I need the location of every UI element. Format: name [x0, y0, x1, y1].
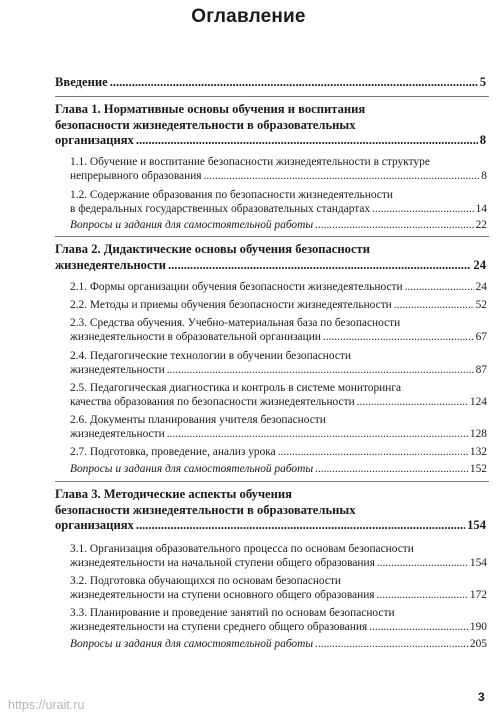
- section-title-last-line: [70, 556, 487, 570]
- dot-leader: [357, 395, 468, 409]
- toc-page-number: 190: [469, 621, 487, 634]
- toc-section-2-6[interactable]: [70, 413, 487, 442]
- toc-page-number: 132: [469, 446, 487, 458]
- dot-leader: [394, 298, 474, 312]
- section-title-line: в федеральных государственных образовательных стандартах: [70, 203, 371, 216]
- toc-entry-title: Введение: [55, 75, 108, 89]
- dot-leader: [136, 518, 465, 534]
- toc-page-number: 172: [469, 589, 487, 602]
- dot-leader: [315, 637, 468, 651]
- section-title-line: 2.7. Подготовка, проведение, анализ урока: [70, 446, 276, 458]
- section-title-line: жизнедеятельности на начальной ступени общего образования: [70, 557, 375, 570]
- dot-leader: [405, 280, 474, 294]
- toc-page-number: 8: [479, 133, 486, 147]
- section-title-line: жизнедеятельности: [70, 428, 165, 441]
- section-title-last-line: [70, 427, 487, 441]
- toc-page-number: 152: [469, 463, 487, 475]
- section-title-last-line: [70, 620, 487, 634]
- section-title-line: 3.2. Подготовка обучающихся по основам безопасности: [70, 575, 342, 587]
- toc-section-1-1[interactable]: [70, 155, 487, 184]
- toc-section-2-5[interactable]: [70, 381, 487, 410]
- toc-section-2-2[interactable]: [70, 298, 487, 312]
- toc-page-number: 154: [467, 518, 486, 532]
- chapter-title-line: безопасности жизнедеятельности в образовательных: [55, 502, 356, 517]
- section-title-line: непрерывного образования: [70, 170, 202, 183]
- section-divider: [55, 236, 489, 237]
- chapter-title-line: организациях: [55, 133, 134, 147]
- section-title-last-line: [70, 395, 487, 409]
- section-title-line: Вопросы и задания для самостоятельной работы: [70, 638, 314, 650]
- section-title-line: жизнедеятельности: [70, 364, 165, 377]
- dot-leader: [377, 588, 468, 602]
- section-title-line: 2.4. Педагогические технологии в обучении безопасности: [70, 350, 352, 362]
- toc-chapter-1[interactable]: [55, 102, 486, 149]
- toc-page-number: 5: [479, 75, 486, 89]
- toc-questions-3[interactable]: [70, 637, 487, 651]
- section-title-line: 3.3. Планирование и проведение занятий по основам безопасности: [70, 607, 395, 619]
- toc-section-2-4[interactable]: [70, 349, 487, 378]
- section-title-last-line: [70, 169, 487, 183]
- toc-page-number: 87: [475, 364, 487, 377]
- toc-section-2-1[interactable]: [70, 280, 487, 294]
- toc-questions-1[interactable]: [70, 218, 487, 232]
- section-title-last-line: [70, 202, 487, 216]
- dot-leader: [369, 620, 468, 634]
- toc-questions-2[interactable]: [70, 462, 487, 476]
- toc-section-3-2[interactable]: [70, 574, 487, 603]
- dot-leader: [167, 427, 468, 441]
- dot-leader: [167, 363, 474, 377]
- toc-page-number: 128: [469, 428, 487, 441]
- section-title-last-line: [70, 588, 487, 602]
- page-title: Оглавление: [191, 6, 306, 27]
- toc-page-number: 8: [481, 170, 487, 183]
- section-title-line: 2.6. Документы планирования учителя безопасности: [70, 414, 326, 426]
- dot-leader: [110, 75, 478, 91]
- section-title-line: Вопросы и задания для самостоятельной работы: [70, 463, 314, 475]
- dot-leader: [323, 330, 474, 344]
- toc-chapter-3[interactable]: [55, 487, 486, 534]
- page-number: 3: [478, 690, 485, 704]
- toc-section-1-2[interactable]: [70, 188, 487, 217]
- toc-page-number: 67: [475, 331, 487, 344]
- toc-section-2-3[interactable]: [70, 316, 487, 345]
- chapter-title-line: Глава 1. Нормативные основы обучения и воспитания: [55, 102, 366, 116]
- watermark-url: https://urait.ru: [8, 698, 85, 712]
- dot-leader: [136, 133, 478, 149]
- toc-section-3-1[interactable]: [70, 542, 487, 571]
- section-title-line: 2.3. Средства обучения. Учебно-материальная база по безопасности: [70, 317, 401, 329]
- chapter-title-line: жизнедеятельности: [55, 257, 166, 272]
- chapter-title-last-line: [55, 258, 486, 274]
- toc-page-number: 24: [473, 257, 486, 272]
- toc-page-number: 52: [475, 299, 487, 311]
- chapter-title-last-line: [55, 133, 486, 149]
- toc-chapter-2[interactable]: [55, 242, 486, 273]
- section-title-last-line: [70, 330, 487, 344]
- toc-section-2-7[interactable]: [70, 445, 487, 459]
- section-title-last-line: [70, 363, 487, 377]
- section-title-line: 2.5. Педагогическая диагностика и контроль в системе мониторинга: [70, 382, 402, 394]
- dot-leader: [278, 445, 468, 459]
- dot-leader: [315, 462, 468, 476]
- dot-leader: [204, 169, 480, 183]
- chapter-title-line: Глава 2. Дидактические основы обучения безопасности: [55, 242, 370, 256]
- toc-page-number: 14: [475, 203, 487, 216]
- section-title-line: 3.1. Организация образовательного процесса по основам безопасности: [70, 543, 414, 555]
- toc-entry-intro[interactable]: [55, 75, 486, 91]
- section-title-line: 1.1. Обучение и воспитание безопасности жизнедеятельности в структуре: [70, 156, 430, 168]
- toc-page-number: 24: [475, 281, 487, 293]
- section-title-line: 1.2. Содержание образования по безопасности жизнедеятельности: [70, 189, 393, 201]
- dot-leader: [168, 258, 471, 274]
- chapter-title-line: организациях: [55, 518, 134, 532]
- toc-page-number: 22: [475, 219, 487, 231]
- dot-leader: [372, 202, 473, 216]
- section-title-line: жизнедеятельности на ступени основного общего образования: [70, 589, 375, 602]
- section-title-line: качества образования по безопасности жизнедеятельности: [70, 396, 355, 409]
- section-title-line: жизнедеятельности на ступени среднего общего образования: [70, 621, 368, 634]
- section-title-line: жизнедеятельности в образовательной организации: [70, 331, 321, 344]
- dot-leader: [377, 556, 468, 570]
- chapter-title-last-line: [55, 518, 486, 534]
- section-divider: [55, 481, 489, 482]
- section-title-line: 2.1. Формы организации обучения безопасности жизнедеятельности: [70, 281, 403, 293]
- section-divider: [55, 96, 489, 97]
- toc-page-number: 154: [469, 557, 487, 570]
- section-title-line: 2.2. Методы и приемы обучения безопасности жизнедеятельности: [70, 299, 392, 311]
- toc-page-number: 124: [469, 396, 487, 409]
- dot-leader: [315, 218, 474, 232]
- section-title-line: Вопросы и задания для самостоятельной работы: [70, 219, 314, 231]
- toc-section-3-3[interactable]: [70, 606, 487, 635]
- toc-page-number: 205: [469, 638, 487, 650]
- chapter-title-line: Глава 3. Методические аспекты обучения: [55, 487, 292, 501]
- chapter-title-line: безопасности жизнедеятельности в образовательных: [55, 117, 356, 132]
